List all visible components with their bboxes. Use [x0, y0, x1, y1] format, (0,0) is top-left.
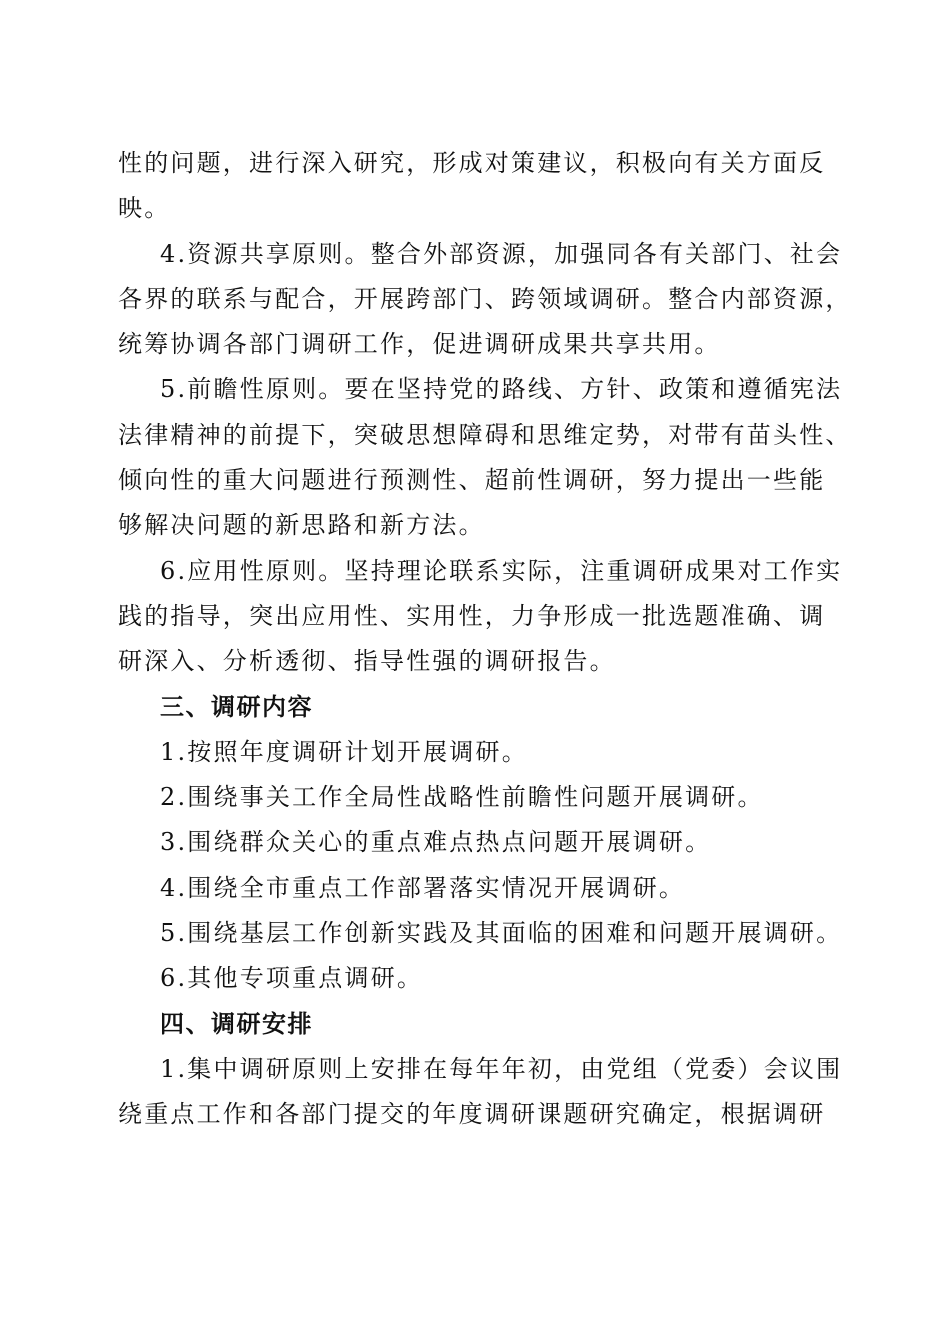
text-line: 绕重点工作和各部门提交的年度调研课题研究确定，根据调研 — [118, 1100, 826, 1129]
text-line: 倾向性的重大问题进行预测性、超前性调研，努力提出一些能 — [118, 466, 826, 495]
text-line: 4.围绕全市重点工作部署落实情况开展调研。 — [160, 873, 686, 902]
text-line: 统筹协调各部门调研工作，促进调研成果共享共用。 — [118, 330, 721, 359]
text-line: 6.应用性原则。坚持理论联系实际，注重调研成果对工作实 — [160, 556, 843, 585]
document-page — [118, 141, 852, 1138]
section-heading: 三、调研内容 — [160, 692, 313, 721]
text-line: 1.按照年度调研计划开展调研。 — [160, 737, 528, 766]
text-line: 研深入、分析透彻、指导性强的调研报告。 — [118, 647, 616, 676]
text-line: 各界的联系与配合，开展跨部门、跨领域调研。整合内部资源， — [118, 284, 852, 313]
text-line: 5.前瞻性原则。要在坚持党的路线、方针、政策和遵循宪法 — [160, 375, 843, 404]
text-line: 映。 — [118, 194, 171, 223]
text-line: 践的指导，突出应用性、实用性，力争形成一批选题准确、调 — [118, 601, 826, 630]
text-line: 性的问题，进行深入研究，形成对策建议，积极向有关方面反 — [118, 149, 826, 177]
text-line: 法律精神的前提下，突破思想障碍和思维定势，对带有苗头性、 — [118, 420, 852, 449]
text-line: 2.围绕事关工作全局性战略性前瞻性问题开展调研。 — [160, 783, 764, 812]
text-line: 5.围绕基层工作创新实践及其面临的困难和问题开展调研。 — [160, 919, 843, 948]
text-line: 够解决问题的新思路和新方法。 — [118, 511, 485, 540]
text-line: 3.围绕群众关心的重点难点热点问题开展调研。 — [160, 828, 712, 857]
text-line: 4.资源共享原则。整合外部资源，加强同各有关部门、社会 — [160, 239, 843, 268]
section-heading: 四、调研安排 — [160, 1009, 313, 1038]
text-line: 6.其他专项重点调研。 — [160, 964, 424, 993]
text-line: 1.集中调研原则上安排在每年年初，由党组（党委）会议围 — [160, 1054, 843, 1083]
